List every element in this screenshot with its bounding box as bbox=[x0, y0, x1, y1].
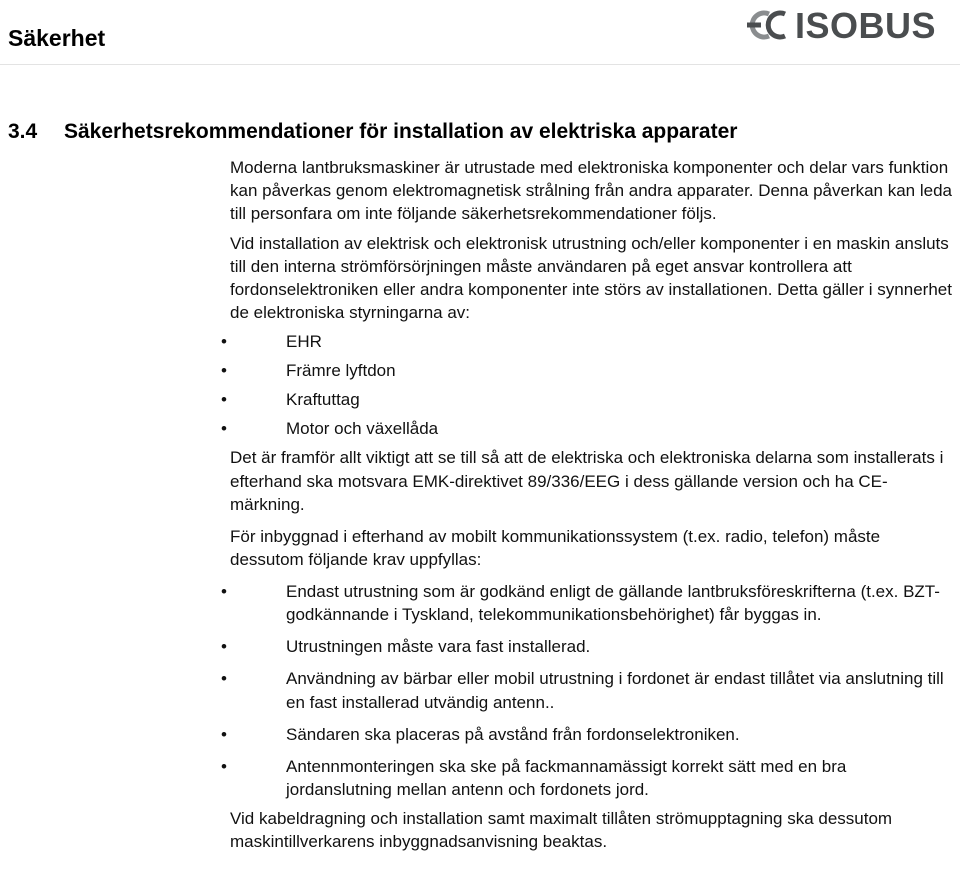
list-item: • Kraftuttag bbox=[230, 388, 954, 411]
list-item: • Sändaren ska placeras på avstånd från fordonselektroniken. bbox=[230, 723, 954, 746]
bullet-icon: • bbox=[221, 361, 227, 381]
bullet-icon: • bbox=[221, 582, 227, 602]
bullet-icon: • bbox=[221, 756, 227, 776]
section-title: Säkerhetsrekommendationer för installation av elektriska apparater bbox=[64, 120, 738, 143]
list-item: • Främre lyftdon bbox=[230, 359, 954, 382]
section-number: 3.4 bbox=[8, 120, 38, 143]
bullet-icon: • bbox=[221, 724, 227, 744]
closing-paragraph: Vid kabeldragning och installation samt maximalt tillåten strömupptagning ska dessutom maskintillverkarens inbyggnadsanvisning beaktas. bbox=[230, 809, 893, 852]
isobus-logo bbox=[745, 8, 950, 42]
mobile-intro-paragraph: För inbyggnad i efterhand av mobilt kommunikationssystem (t.ex. radio, telefon) måste dessutom följande krav uppfyllas: bbox=[230, 527, 881, 570]
list-item: • Antennmonteringen ska ske på fackmannamässigt korrekt sätt med en bra jordanslutning mellan antenn och fordonets jord. bbox=[230, 755, 954, 801]
page-header bbox=[0, 0, 960, 68]
list-item: • Endast utrustning som är godkänd enligt de gällande lantbruksföreskrifterna (t.ex. BZT-godkännande i Tyskland, telekommunikationsbehörighet) får byggas in. bbox=[230, 580, 954, 626]
emc-paragraph: Det är framför allt viktigt att se till så att de elektriska och elektroniska delarna som installerats i efterhand ska motsvara EMK-direktivet 89/336/EEG i dess gällande version och ha CE-märkning. bbox=[230, 448, 944, 514]
bullet-icon: • bbox=[221, 332, 227, 352]
bullet-icon: • bbox=[221, 669, 227, 689]
intro-paragraph: Moderna lantbruksmaskiner är utrustade med elektroniska komponenter och delar vars funktion kan påverkas genom elektromagnetisk strålning från andra apparater. Denna påverkan kan leda till personfara om inte följande säkerhetsrekommendationer följs. bbox=[230, 158, 952, 224]
section-heading bbox=[8, 118, 737, 146]
list-item: • Motor och växellåda bbox=[230, 417, 954, 440]
bullet-icon: • bbox=[221, 390, 227, 410]
requirements-list bbox=[221, 580, 954, 801]
list-item: • Användning av bärbar eller mobil utrustning i fordonet är endast tillåtet via anslutning till en fast installerad utvändig antenn.. bbox=[230, 667, 954, 713]
page-header-title: Säkerhet bbox=[8, 25, 106, 51]
list-item: • Utrustningen måste vara fast installerad. bbox=[230, 635, 954, 658]
header-divider bbox=[0, 64, 960, 65]
bullet-icon: • bbox=[221, 637, 227, 657]
list-item: • EHR bbox=[230, 330, 954, 353]
bullet-icon: • bbox=[221, 419, 227, 439]
section-body bbox=[221, 156, 954, 853]
svg-text:ISOBUS: ISOBUS bbox=[795, 8, 937, 42]
installation-paragraph: Vid installation av elektrisk och elektronisk utrustning och/eller komponenter i en maskin ansluts till den interna strömförsörjningen måste användaren på eget ansvar kontrollera att fordonselektroniken eller andra komponenter inte störs av installationen. Detta gäller i synnerhet de elektroniska styrningarna av: bbox=[230, 233, 952, 323]
controls-list bbox=[221, 330, 954, 440]
